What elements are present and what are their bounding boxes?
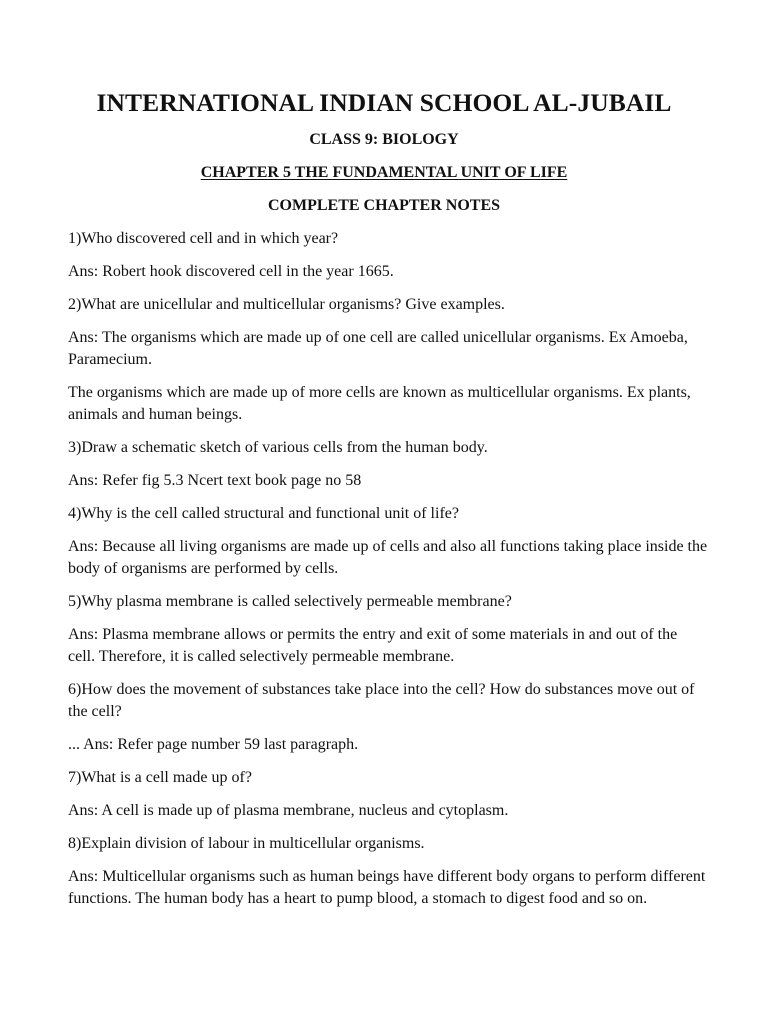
answer-3: Ans: Refer fig 5.3 Ncert text book page no 58 [68,472,362,489]
answer-1: Ans: Robert hook discovered cell in the year 1665. [68,263,394,280]
answer-4: Ans: Because all living organisms are made up of cells and also all functions taking place inside the body of organisms are performed by cells. [68,538,708,577]
chapter-heading [0,164,768,182]
question-1: 1)Who discovered cell and in which year? [68,230,339,247]
question-7: 7)What is a cell made up of? [68,769,252,786]
school-title: INTERNATIONAL INDIAN SCHOOL AL-JUBAIL [96,88,672,117]
question-5: 5)Why plasma membrane is called selectively permeable membrane? [68,593,512,610]
question-6: 6)How does the movement of substances take place into the cell? How do substances move out of the cell? [68,681,695,720]
question-8: 8)Explain division of labour in multicellular organisms. [68,835,425,852]
answer-8: Ans: Multicellular organisms such as human beings have different body organs to perform different functions. The human body has a heart to pump blood, a stomach to digest food and so on. [68,868,706,907]
class-subject-heading: CLASS 9: BIOLOGY [309,131,459,148]
notes-body [68,228,708,921]
chapter-heading-text: CHAPTER 5 THE FUNDAMENTAL UNIT OF LIFE [200,164,568,181]
notes-heading: COMPLETE CHAPTER NOTES [267,197,501,214]
question-3: 3)Draw a schematic sketch of various cells from the human body. [68,439,488,456]
answer-2a: Ans: The organisms which are made up of one cell are called unicellular organisms. Ex Amoeba, Paramecium. [68,329,688,368]
question-4: 4)Why is the cell called structural and functional unit of life? [68,505,459,522]
answer-2b: The organisms which are made up of more cells are known as multicellular organisms. Ex plants, animals and human beings. [68,384,691,423]
answer-6: ... Ans: Refer page number 59 last paragraph. [68,736,359,753]
answer-7: Ans: A cell is made up of plasma membrane, nucleus and cytoplasm. [68,802,509,819]
question-2: 2)What are unicellular and multicellular organisms? Give examples. [68,296,505,313]
answer-5: Ans: Plasma membrane allows or permits the entry and exit of some materials in and out of the cell. Therefore, it is called selectively permeable membrane. [68,626,678,665]
